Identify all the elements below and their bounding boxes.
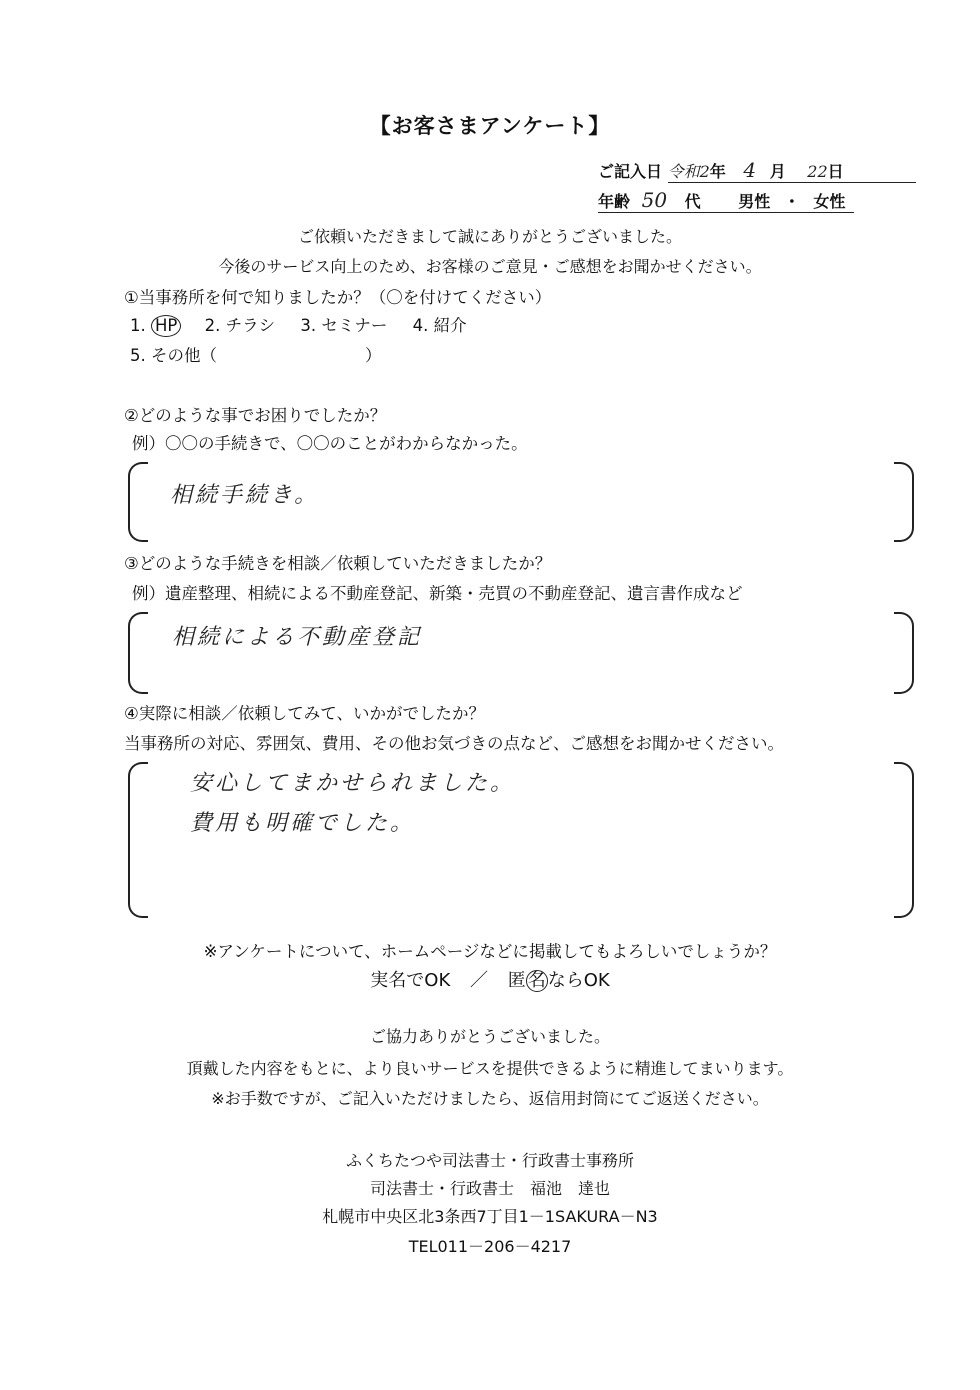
age-unit: 代 <box>684 192 701 211</box>
publish-question: ※アンケートについて、ホームページなどに掲載してもよろしいでしょうか？ <box>203 942 777 961</box>
q4-answer-left-bracket <box>128 762 148 918</box>
gender-male: 男性 <box>738 192 771 211</box>
date-row <box>598 158 916 183</box>
q1-options <box>130 312 467 337</box>
q3-answer-left-bracket <box>128 612 148 694</box>
publish-anonymous-circle: 名 <box>527 970 546 991</box>
q1-option-5: 5. その他（ ） <box>130 346 382 365</box>
q3-answer: 相続による不動産登記 <box>172 625 423 650</box>
intro-line-1: ご依頼いただきまして誠にありがとうございました。 <box>297 227 682 246</box>
q4-answer-line-2: 費用も明確でした。 <box>190 811 416 836</box>
date-day-unit: 日 <box>827 162 844 181</box>
gender-separator: ・ <box>783 192 800 211</box>
q4-answer-right-bracket <box>894 762 914 918</box>
office-tel: TEL011－206－4217 <box>408 1237 572 1256</box>
q1-question: ①当事務所を何で知りましたか？（〇を付けてください） <box>124 288 552 307</box>
date-era: 令和 <box>667 162 700 181</box>
thanks-line-2: 頂戴した内容をもとに、より良いサービスを提供できるように精進してまいります。 <box>186 1059 794 1078</box>
q1-option-3: 3. セミナー <box>300 316 388 335</box>
age-label: 年齢 <box>598 192 631 211</box>
q4-answer-line-1: 安心してまかせられました。 <box>190 771 516 796</box>
q1-option-2: 2. チラシ <box>204 316 276 335</box>
date-month-unit: 月 <box>769 162 786 181</box>
q2-example: 例）〇〇の手続きで、〇〇のことがわからなかった。 <box>132 434 528 453</box>
thanks-line-3: ※お手数ですが、ご記入いただけましたら、返信用封筒にてご返送ください。 <box>211 1089 769 1108</box>
q2-answer-right-bracket <box>894 462 914 542</box>
publish-option-real-name: 実名でOK <box>370 970 451 991</box>
q3-question: ③どのような手続きを相談／依頼していただきましたか？ <box>124 554 552 573</box>
age-value: 50 <box>641 188 668 212</box>
q3-example: 例）遺産整理、相続による不動産登記、新築・売買の不動産登記、遺言書作成など <box>132 584 743 603</box>
office-person: 司法書士・行政書士 福池 達也 <box>369 1179 610 1198</box>
q2-question: ②どのような事でお困りでしたか？ <box>124 406 387 425</box>
publish-options <box>0 966 980 992</box>
date-label: ご記入日 <box>598 162 663 181</box>
intro-line-2: 今後のサービス向上のため、お客様のご意見・ご感想をお聞かせください。 <box>218 257 762 276</box>
gender-female: 女性 <box>813 192 846 211</box>
date-year: 2 <box>699 162 710 181</box>
age-row <box>598 188 854 213</box>
date-day: 22 <box>807 162 828 181</box>
q4-question: ④実際に相談／依頼してみて、いかがでしたか？ <box>124 704 485 723</box>
date-year-unit: 年 <box>709 162 726 181</box>
survey-title: 【お客さまアンケート】 <box>369 114 611 138</box>
q1-option-4: 4. 紹介 <box>412 316 467 335</box>
q1-option-hp-circled: HP <box>151 315 181 337</box>
q2-answer: 相続手続き。 <box>170 483 320 508</box>
q3-answer-right-bracket <box>894 612 914 694</box>
date-month: 4 <box>743 158 757 182</box>
q2-answer-left-bracket <box>128 462 148 542</box>
publish-slash: ／ <box>470 970 488 991</box>
publish-option-anonymous: 匿 名 ならOK <box>507 970 610 991</box>
office-address: 札幌市中央区北3条西7丁目1－1SAKURA－N3 <box>322 1207 658 1226</box>
q4-example: 当事務所の対応、雰囲気、費用、その他お気づきの点など、ご感想をお聞かせください。 <box>124 734 784 753</box>
thanks-line-1: ご協力ありがとうございました。 <box>369 1027 610 1046</box>
office-name: ふくちたつや司法書士・行政書士事務所 <box>345 1151 634 1170</box>
q1-option-1-number: 1. <box>130 316 146 335</box>
